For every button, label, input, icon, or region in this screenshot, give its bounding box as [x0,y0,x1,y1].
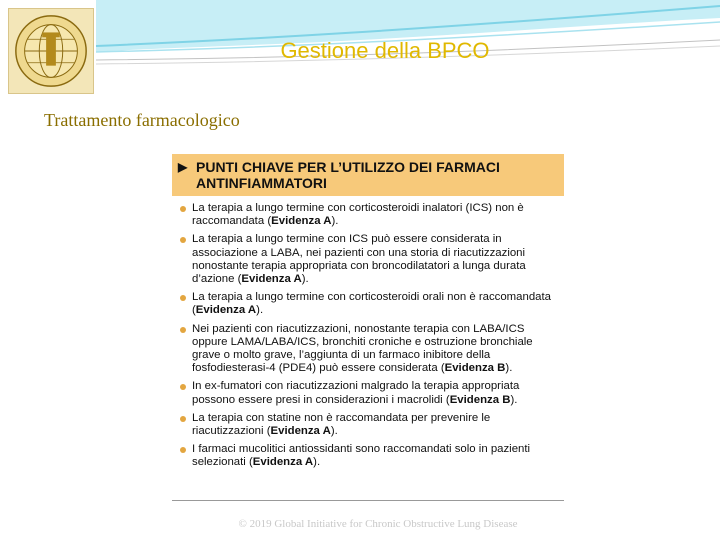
section-title: Trattamento farmacologico [44,110,240,130]
key-points-heading [172,154,564,196]
list-item: La terapia a lungo termine con corticosteroidi inalatori (ICS) non è raccomandata (Evidenza A). [178,202,554,228]
bullet-icon [180,416,186,422]
bullet-icon [180,447,186,453]
list-item: La terapia con statine non è raccomandata per prevenire le riacutizzazioni (Evidenza A). [178,412,554,438]
copyright-footer: © 2019 Global Initiative for Chronic Obstructive Lung Disease [238,518,518,530]
key-points-list [172,196,564,470]
bullet-icon [180,384,186,390]
key-points-box [172,154,564,502]
bullet-icon [180,237,186,243]
gold-globe-icon [9,9,93,93]
box-bottom-rule [172,500,564,501]
list-item: In ex-fumatori con riacutizzazioni malgrado la terapia appropriata possono essere presi in considerazioni i macrolidi (Evidenza B). [178,380,554,406]
bullet-icon [180,327,186,333]
play-arrow-icon: ▶ [178,160,188,174]
heading-line-1: PUNTI CHIAVE PER L’UTILIZZO DEI FARMACI [196,159,500,175]
bullet-icon [180,295,186,301]
list-item: La terapia a lungo termine con corticosteroidi orali non è raccomandata (Evidenza A). [178,291,554,317]
bullet-icon [180,206,186,212]
list-item: I farmaci mucolitici antiossidanti sono raccomandati solo in pazienti selezionati (Evidenza A). [178,443,554,469]
list-item: La terapia a lungo termine con ICS può essere considerata in associazione a LABA, nei pazienti con una storia di riacutizzazioni nonostante terapia appropriata con broncodilatatori a lunga durata d’azione (Evidenza A). [178,233,554,286]
list-item: Nei pazienti con riacutizzazioni, nonostante terapia con LABA/ICS oppure LAMA/LABA/ICS, bronchiti croniche e ostruzione bronchiale grave o molto grave, l’aggiunta di un farmaco inibitore della fosfodiesterasi-4 (PDE4) può essere considerata (Evidenza B). [178,323,554,376]
gold-logo [8,8,94,94]
heading-line-2: ANTINFIAMMATORI [196,175,327,191]
page-title: Gestione della BPCO [280,38,490,63]
